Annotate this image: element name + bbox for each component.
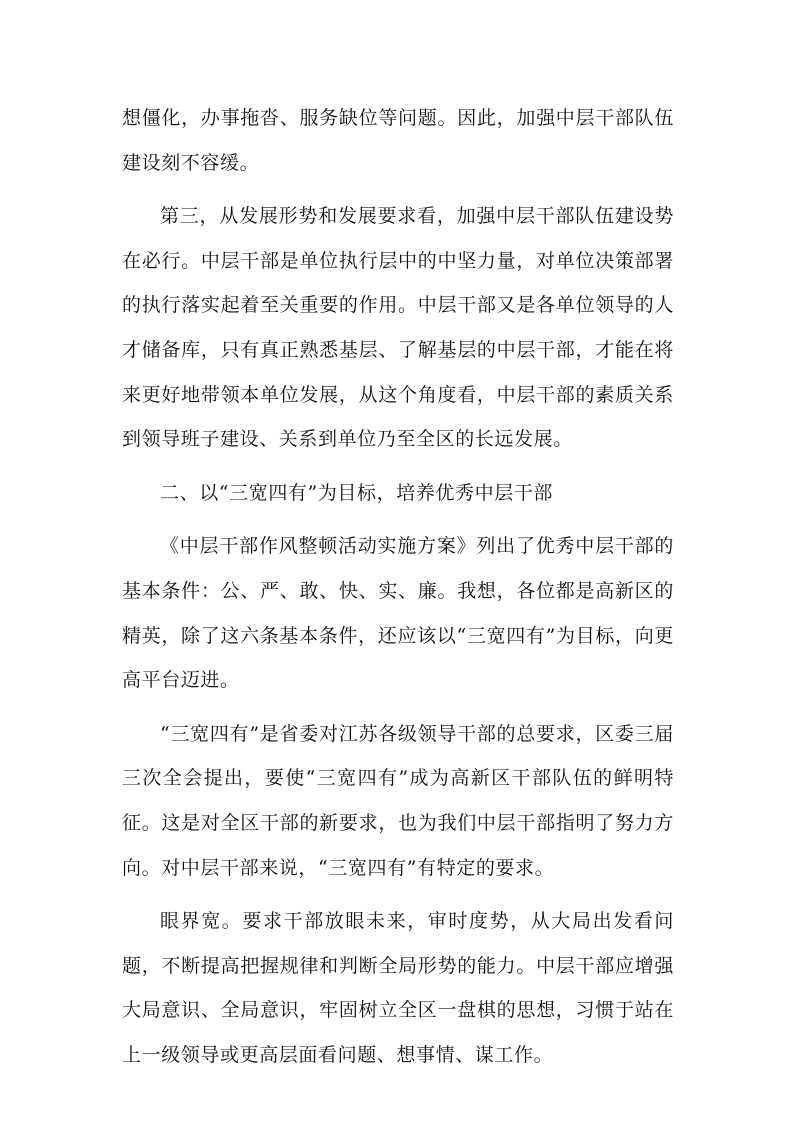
paragraph-three-wide-four-have: “三宽四有”是省委对江苏各级领导干部的总要求，区委三届三次全会提出，要使“三宽四有”成为高新区干部队伍的鲜明特征。这是对全区干部的新要求，也为我们中层干部指明了努力方向。对中层干部来说，“三宽四有”有特定的要求。 [122, 722, 674, 879]
paragraph-third-point: 第三，从发展形势和发展要求看，加强中层干部队伍建设势在必行。中层干部是单位执行层中的中坚力量，对单位决策部署的执行落实起着至关重要的作用。中层干部又是各单位领导的人才储备库，只有真正熟悉基层、了解基层的中层干部，才能在将来更好地带领本单位发展，从这个角度看，中层干部的素质关系到领导班子建设、关系到单位乃至全区的长远发展。 [122, 205, 674, 451]
document-body [122, 96, 674, 1077]
paragraph-continuation: 想僵化，办事拖沓、服务缺位等问题。因此，加强中层干部队伍建设刻不容缓。 [122, 107, 674, 174]
paragraph-broad-vision: 眼界宽。要求干部放眼未来，审时度势，从大局出发看问题，不断提高把握规律和判断全局形势的能力。中层干部应增强大局意识、全局意识，牢固树立全区一盘棋的思想，习惯于站在上一级领导或更高层面看问题、想事情、谋工作。 [122, 910, 674, 1066]
section-heading: 二、以“三宽四有”为目标，培养优秀中层干部 [160, 481, 554, 504]
paragraph-implementation-plan: 《中层干部作风整顿活动实施方案》列出了优秀中层干部的基本条件：公、严、敢、快、实、廉。我想，各位都是高新区的精英，除了这六条基本条件，还应该以“三宽四有”为目标，向更高平台迈进。 [122, 535, 674, 692]
